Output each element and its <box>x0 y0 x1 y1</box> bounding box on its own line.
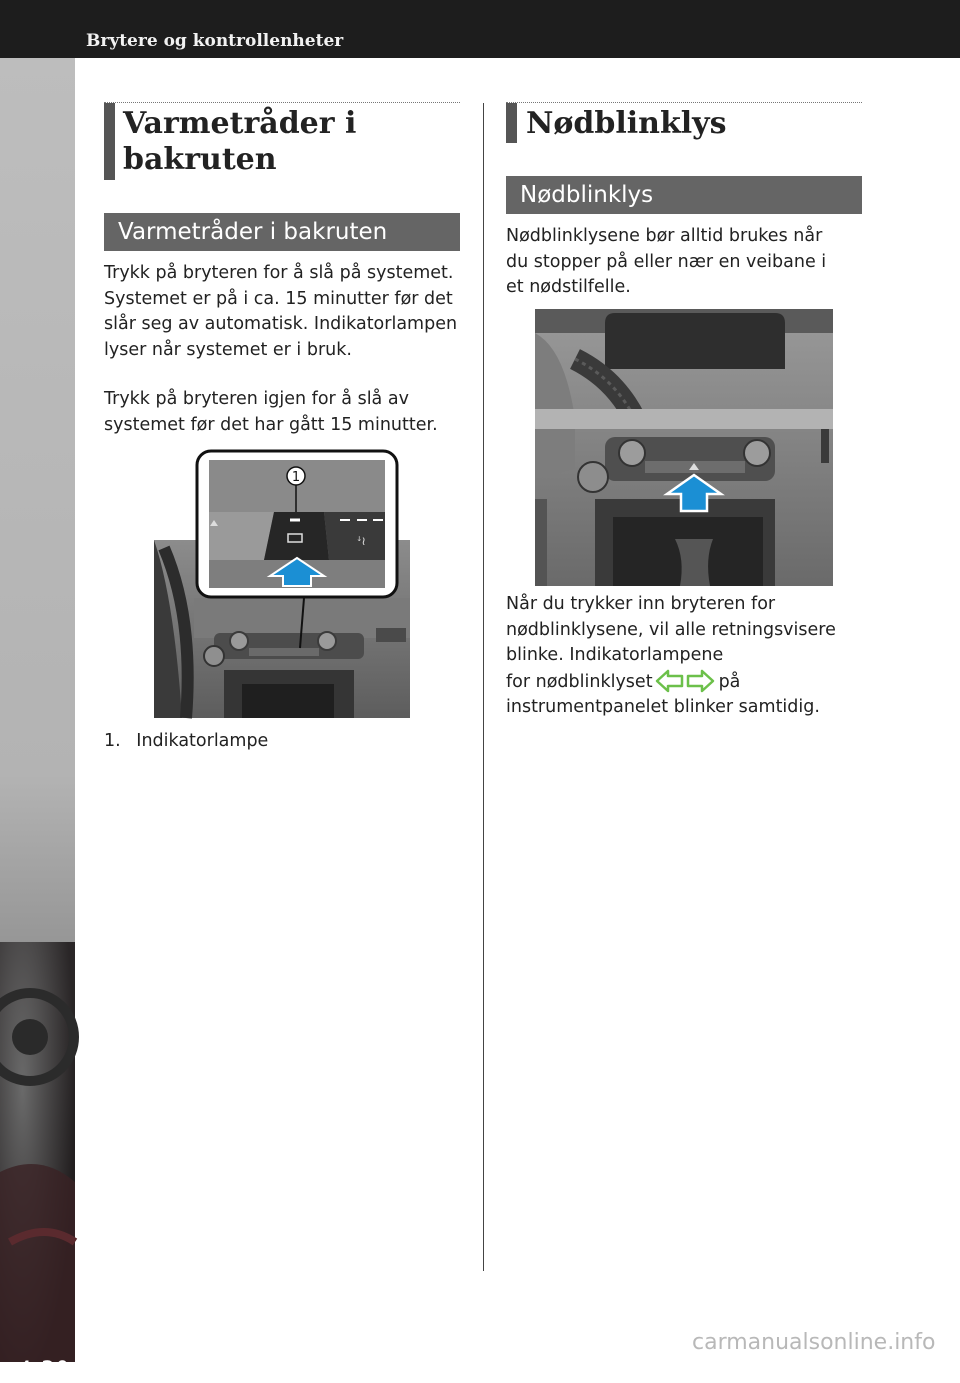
section-marker-left <box>104 103 115 180</box>
section-marker-right <box>506 103 517 143</box>
caption-number: 1. <box>104 731 121 751</box>
text-line-with-icon <box>506 669 836 696</box>
text-line: Nødblinklysene bør alltid brukes når <box>506 226 823 246</box>
inline-text-before: for nødblinklyset <box>506 671 653 692</box>
page-number: 4-30 <box>18 1358 70 1383</box>
paragraph-right-2 <box>506 592 836 721</box>
text-line: systemet før det har gått 15 minutter. <box>104 414 438 435</box>
sidebar-photo <box>0 942 75 1362</box>
svg-text:ꜜ≀: ꜜ≀ <box>357 534 366 548</box>
page-header-bar <box>0 0 960 58</box>
left-right-turn-arrows-icon <box>655 669 715 693</box>
page-header-title: Brytere og kontrollenheter <box>86 31 344 51</box>
text-line: Når du trykker inn bryteren for <box>506 594 776 614</box>
callout-number: 1 <box>291 470 301 485</box>
section-title-line-2: bakruten <box>123 142 277 177</box>
section-title-line-1: Varmetråder i <box>123 106 357 141</box>
subheader-right: Nødblinklys <box>506 176 862 214</box>
text-line: instrumentpanelet blinker samtidig. <box>506 697 820 717</box>
section-title-right: Nødblinklys <box>526 106 727 141</box>
text-line: blinke. Indikatorlampene <box>506 645 724 665</box>
column-divider <box>483 103 484 1271</box>
text-line: du stopper på eller nær en veibane i <box>506 251 827 272</box>
watermark: carmanualsonline.info <box>692 1330 936 1355</box>
caption-text: Indikatorlampe <box>136 731 269 751</box>
text-line: slår seg av automatisk. Indikatorlampen <box>104 314 458 334</box>
section-rule-left <box>104 102 460 103</box>
section-title-left <box>123 106 356 178</box>
rear-defroster-illustration <box>154 448 410 718</box>
text-line: et nødstilfelle. <box>506 277 631 297</box>
text-line: Trykk på bryteren igjen for å slå av <box>104 389 409 409</box>
paragraph-left-1 <box>104 261 457 363</box>
paragraph-left-2 <box>104 387 438 438</box>
paragraph-right-1 <box>506 224 826 301</box>
sidebar-strip <box>0 58 75 1383</box>
section-rule-right <box>506 102 862 103</box>
subheader-left: Varmetråder i bakruten <box>104 213 460 251</box>
text-line: Systemet er på i ca. 15 minutter før det <box>104 288 453 309</box>
text-line: nødblinklysene, vil alle retningsvisere <box>506 619 836 640</box>
figure-caption-left <box>104 729 268 754</box>
text-line: Trykk på bryteren for å slå på systemet. <box>104 263 454 283</box>
hazard-switch-illustration <box>535 309 833 586</box>
inline-text-after: på <box>718 671 741 692</box>
text-line: lyser når systemet er i bruk. <box>104 339 352 360</box>
